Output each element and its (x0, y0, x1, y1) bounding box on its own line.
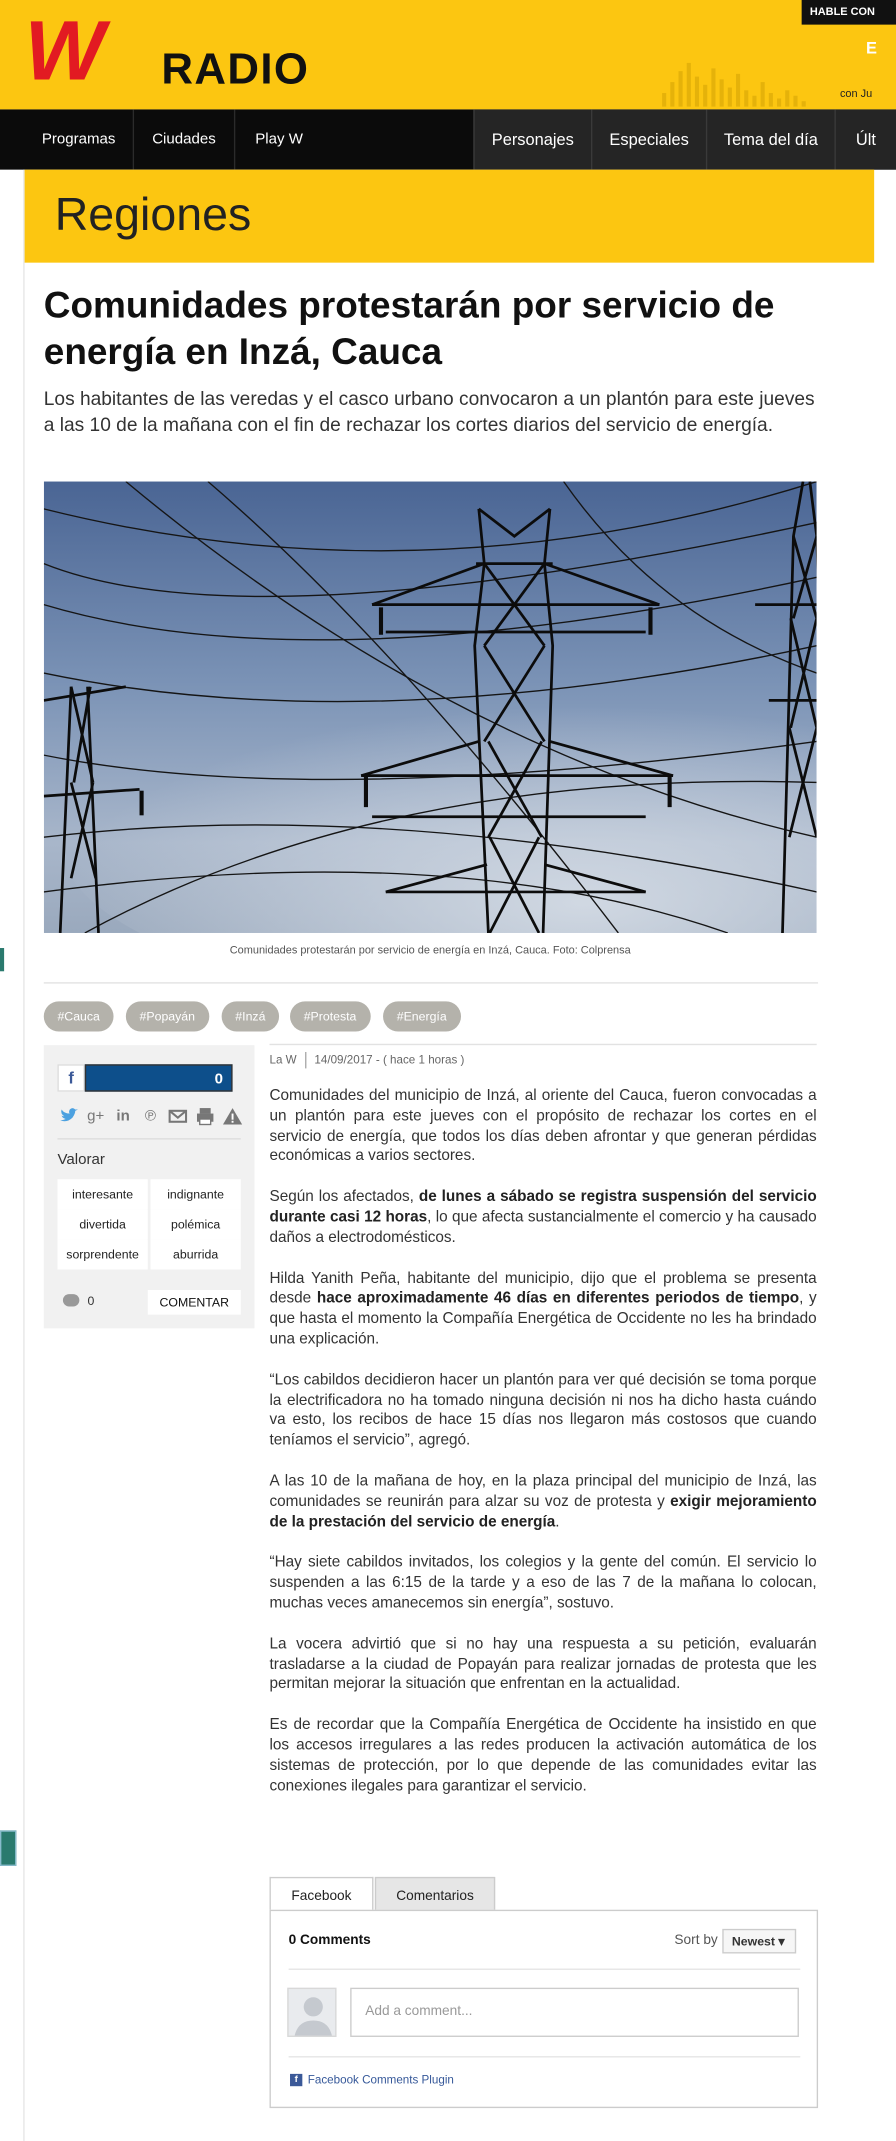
paragraph: Comunidades del municipio de Inzá, al oriente del Cauca, fueron convocadas a un plantón para este jueves con el propósito de rechazar los cortes en el servicio de energía, que todos los días deben afrontar y que generan pérdidas económicas a varios sectores. (269, 1087, 817, 1165)
comentar-button[interactable]: COMENTAR (148, 1290, 241, 1315)
facebook-comments-box (269, 1910, 818, 2108)
divider (289, 1969, 801, 1970)
section-title[interactable]: Regiones (54, 188, 252, 241)
sort-select[interactable]: Newest ▾ (722, 1929, 796, 1954)
divider (269, 1044, 816, 1045)
main-nav (0, 109, 896, 169)
nav-item-ciudades[interactable]: Ciudades (134, 109, 235, 169)
side-widget-tab[interactable] (0, 948, 4, 971)
nav-item-tema-del-dia[interactable]: Tema del día (706, 109, 835, 169)
facebook-icon: f (290, 2074, 302, 2086)
paragraph: A las 10 de la mañana de hoy, en la plaza principal del municipio de Inzá, las comunidades se reunirán para alzar su voz de protesta y exigir mejoramiento de la prestación del servicio de energía. (269, 1473, 817, 1531)
reaction-sorprendente[interactable]: sorprendente (57, 1239, 147, 1269)
header-corner-subtext: con Ju (839, 87, 873, 100)
tag-protesta[interactable]: #Protesta (290, 1001, 370, 1031)
reaction-indignante[interactable]: indignante (150, 1179, 240, 1209)
comment-input[interactable]: Add a comment... (350, 1988, 799, 2037)
email-icon[interactable] (167, 1105, 189, 1127)
hable-con-button[interactable]: HABLE CON (802, 0, 896, 25)
logo-text: RADIO (161, 43, 310, 94)
facebook-share-count: 0 (85, 1064, 233, 1091)
paragraph: La vocera advirtió que si no hay una respuesta a su petición, evaluarán trasladarse a la ciudad de Popayán para realizar jornadas de protesta que les permitan mejorar la situación que enfrentan en la actualidad. (269, 1635, 817, 1693)
nav-item-personajes[interactable]: Personajes (473, 109, 591, 169)
site-header (0, 0, 896, 109)
content-border (23, 170, 24, 2141)
article-body (269, 1086, 816, 1817)
paragraph: Según los afectados, de lunes a sábado se registra suspensión del servicio durante casi 12 horas, lo que afecta sustancialmente el comercio y ha causado daños a electrodomésticos. (269, 1189, 817, 1246)
user-silhouette-icon (289, 1989, 337, 2037)
avatar (287, 1988, 336, 2037)
reaction-polemica[interactable]: polémica (150, 1209, 240, 1239)
linkedin-icon[interactable]: in (116, 1108, 130, 1125)
article-date: 14/09/2017 - ( hace 1 horas ) (314, 1052, 465, 1067)
facebook-share[interactable] (57, 1064, 235, 1091)
tag-popayan[interactable]: #Popayán (126, 1001, 209, 1031)
share-panel (44, 1045, 255, 1328)
twitter-icon[interactable] (57, 1105, 79, 1127)
nav-item-programas[interactable]: Programas (25, 109, 134, 169)
sort-label: Sort by (674, 1932, 718, 1949)
divider (44, 982, 818, 983)
tab-comentarios[interactable]: Comentarios (375, 1877, 495, 1911)
paragraph: “Los cabildos decidieron hacer un plantón para ver qué decisión se toma porque la electrificadora no ha tomado ninguna decisión ni nos ha dicho hasta cuándo va esto, los recibos de hace 15 días nos llegaron más costosos que cuando teníamos el servicio”, agregó. (269, 1371, 817, 1449)
plugin-label: Facebook Comments Plugin (307, 2072, 454, 2087)
article-meta (269, 1052, 464, 1068)
side-widget-tab-2[interactable] (0, 1830, 16, 1866)
reaction-divertida[interactable]: divertida (57, 1209, 147, 1239)
tag-energia[interactable]: #Energía (383, 1001, 460, 1031)
reaction-interesante[interactable]: interesante (57, 1179, 147, 1209)
article-photo (44, 482, 817, 933)
nav-item-especiales[interactable]: Especiales (591, 109, 706, 169)
nav-item-play-w[interactable]: Play W (255, 131, 303, 148)
comments-count: 0 Comments (288, 1932, 371, 1949)
nav-item-ultimas[interactable]: Últ (834, 109, 896, 169)
comment-count: 0 (87, 1294, 95, 1308)
nav-right-group (473, 109, 896, 169)
paragraph: Hilda Yanith Peña, habitante del municipio, dijo que el problema se presenta desde hace aproximadamente 46 días en diferentes periodos de tiempo, y que hasta el momento la Compañía Energética de Occidente no les ha brindado una explicación. (269, 1270, 817, 1348)
divider (289, 2056, 801, 2057)
equalizer-decoration (657, 55, 849, 107)
photo-caption: Comunidades protestarán por servicio de energía en Inzá, Cauca. Foto: Colprensa (229, 943, 631, 957)
print-icon[interactable] (194, 1105, 216, 1127)
paragraph: Es de recordar que la Compañía Energética de Occidente ha insistido en que los accesos irregulares a las redes producen la activación automática de los sistemas de protección, por lo que depende de las comunidades evitar las conexiones ilegales para garantizar el servicio. (269, 1717, 817, 1795)
tab-facebook[interactable]: Facebook (269, 1877, 373, 1911)
section-banner (25, 170, 875, 263)
separator (305, 1052, 306, 1068)
tag-cauca[interactable]: #Cauca (44, 1001, 114, 1031)
divider (57, 1138, 240, 1139)
alert-icon[interactable] (222, 1105, 244, 1127)
paragraph: “Hay siete cabildos invitados, los colegios y la gente del común. El servicio lo suspenden a las 6:15 de la tarde y a eso de las 7 de la mañana lo colocan, muchas veces amanecemos sin energía”, sostuvo. (269, 1554, 817, 1612)
rating-label: Valorar (57, 1151, 105, 1169)
google-plus-icon[interactable]: g+ (87, 1108, 105, 1125)
logo-letter: W (24, 4, 100, 99)
power-towers-image (44, 482, 817, 933)
header-corner-letter: E (865, 38, 877, 58)
tag-inza[interactable]: #Inzá (222, 1001, 279, 1031)
reaction-aburrida[interactable]: aburrida (150, 1239, 240, 1269)
w-radio-logo[interactable] (24, 4, 340, 99)
article-headline: Comunidades protestarán por servicio de energía en Inzá, Cauca (43, 284, 775, 373)
article-author[interactable]: La W (269, 1052, 297, 1067)
article-lead: Los habitantes de las veredas y el casco urbano convocaron a un plantón para este jueves a las 10 de la mañana con el fin de rechazar los cortes diarios del servicio de energía. (43, 387, 815, 436)
comment-bubble-icon (63, 1294, 79, 1306)
pinterest-icon[interactable]: ℗ (144, 1108, 157, 1125)
facebook-icon[interactable]: f (57, 1064, 84, 1091)
facebook-plugin-link[interactable] (290, 2073, 454, 2087)
